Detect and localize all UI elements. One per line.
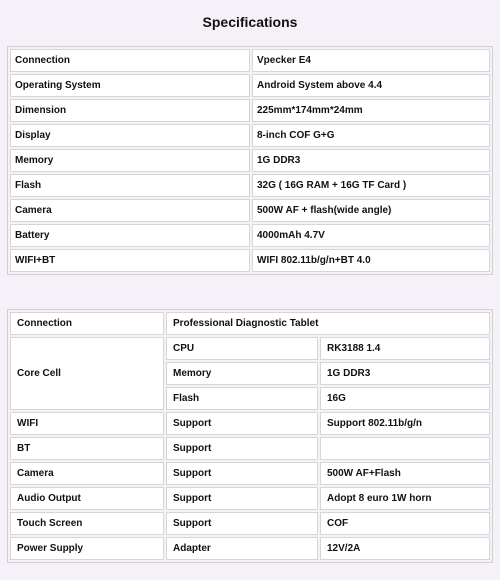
row-support: Support: [166, 487, 318, 510]
row-label: Touch Screen: [10, 512, 164, 535]
row-support: Support: [166, 437, 318, 460]
table-row: [10, 199, 490, 222]
core-item-name: CPU: [166, 337, 318, 360]
table-row: [10, 99, 490, 122]
row-support: Support: [166, 412, 318, 435]
table-header-row: [10, 312, 490, 335]
spec-value: 500W AF + flash(wide angle): [252, 199, 490, 222]
table-row: [10, 412, 490, 435]
table-row: [10, 487, 490, 510]
spec-value: Vpecker E4: [252, 49, 490, 72]
row-label: Power Supply: [10, 537, 164, 560]
table-row: [10, 337, 490, 360]
row-value: [320, 437, 490, 460]
row-value: 500W AF+Flash: [320, 462, 490, 485]
row-value: Adopt 8 euro 1W horn: [320, 487, 490, 510]
spec-value: 225mm*174mm*24mm: [252, 99, 490, 122]
core-item-value: 16G: [320, 387, 490, 410]
spec-label: Dimension: [10, 99, 250, 122]
row-value: 12V/2A: [320, 537, 490, 560]
table-row: [10, 249, 490, 272]
spec-value: 32G ( 16G RAM + 16G TF Card ): [252, 174, 490, 197]
spec-label: Connection: [10, 49, 250, 72]
table-row: [10, 74, 490, 97]
spec-value: WIFI 802.11b/g/n+BT 4.0: [252, 249, 490, 272]
table-row: [10, 537, 490, 560]
spec-label: Flash: [10, 174, 250, 197]
spec-value: 8-inch COF G+G: [252, 124, 490, 147]
spec-label: WIFI+BT: [10, 249, 250, 272]
row-support: Adapter: [166, 537, 318, 560]
header-value: Professional Diagnostic Tablet: [166, 312, 490, 335]
specifications-table: [7, 46, 493, 275]
core-item-name: Memory: [166, 362, 318, 385]
table-row: [10, 174, 490, 197]
table-row: [10, 149, 490, 172]
core-cell-label: Core Cell: [10, 337, 164, 410]
core-item-value: 1G DDR3: [320, 362, 490, 385]
spec-label: Battery: [10, 224, 250, 247]
row-label: Camera: [10, 462, 164, 485]
row-support: Support: [166, 512, 318, 535]
row-label: WIFI: [10, 412, 164, 435]
spec-value: 4000mAh 4.7V: [252, 224, 490, 247]
page-title: Specifications: [202, 14, 298, 30]
table-row: [10, 462, 490, 485]
spec-value: 1G DDR3: [252, 149, 490, 172]
row-label: Audio Output: [10, 487, 164, 510]
spec-label: Operating System: [10, 74, 250, 97]
row-support: Support: [166, 462, 318, 485]
spec-value: Android System above 4.4: [252, 74, 490, 97]
table-row: [10, 437, 490, 460]
table-row: [10, 224, 490, 247]
table-row: [10, 512, 490, 535]
spec-label: Display: [10, 124, 250, 147]
spec-label: Memory: [10, 149, 250, 172]
core-item-value: RK3188 1.4: [320, 337, 490, 360]
table-row: [10, 49, 490, 72]
table-row: [10, 124, 490, 147]
spec-label: Camera: [10, 199, 250, 222]
row-value: COF: [320, 512, 490, 535]
header-label: Connection: [10, 312, 164, 335]
row-value: Support 802.11b/g/n: [320, 412, 490, 435]
row-label: BT: [10, 437, 164, 460]
tablet-specifications-table: [7, 309, 493, 563]
core-item-name: Flash: [166, 387, 318, 410]
